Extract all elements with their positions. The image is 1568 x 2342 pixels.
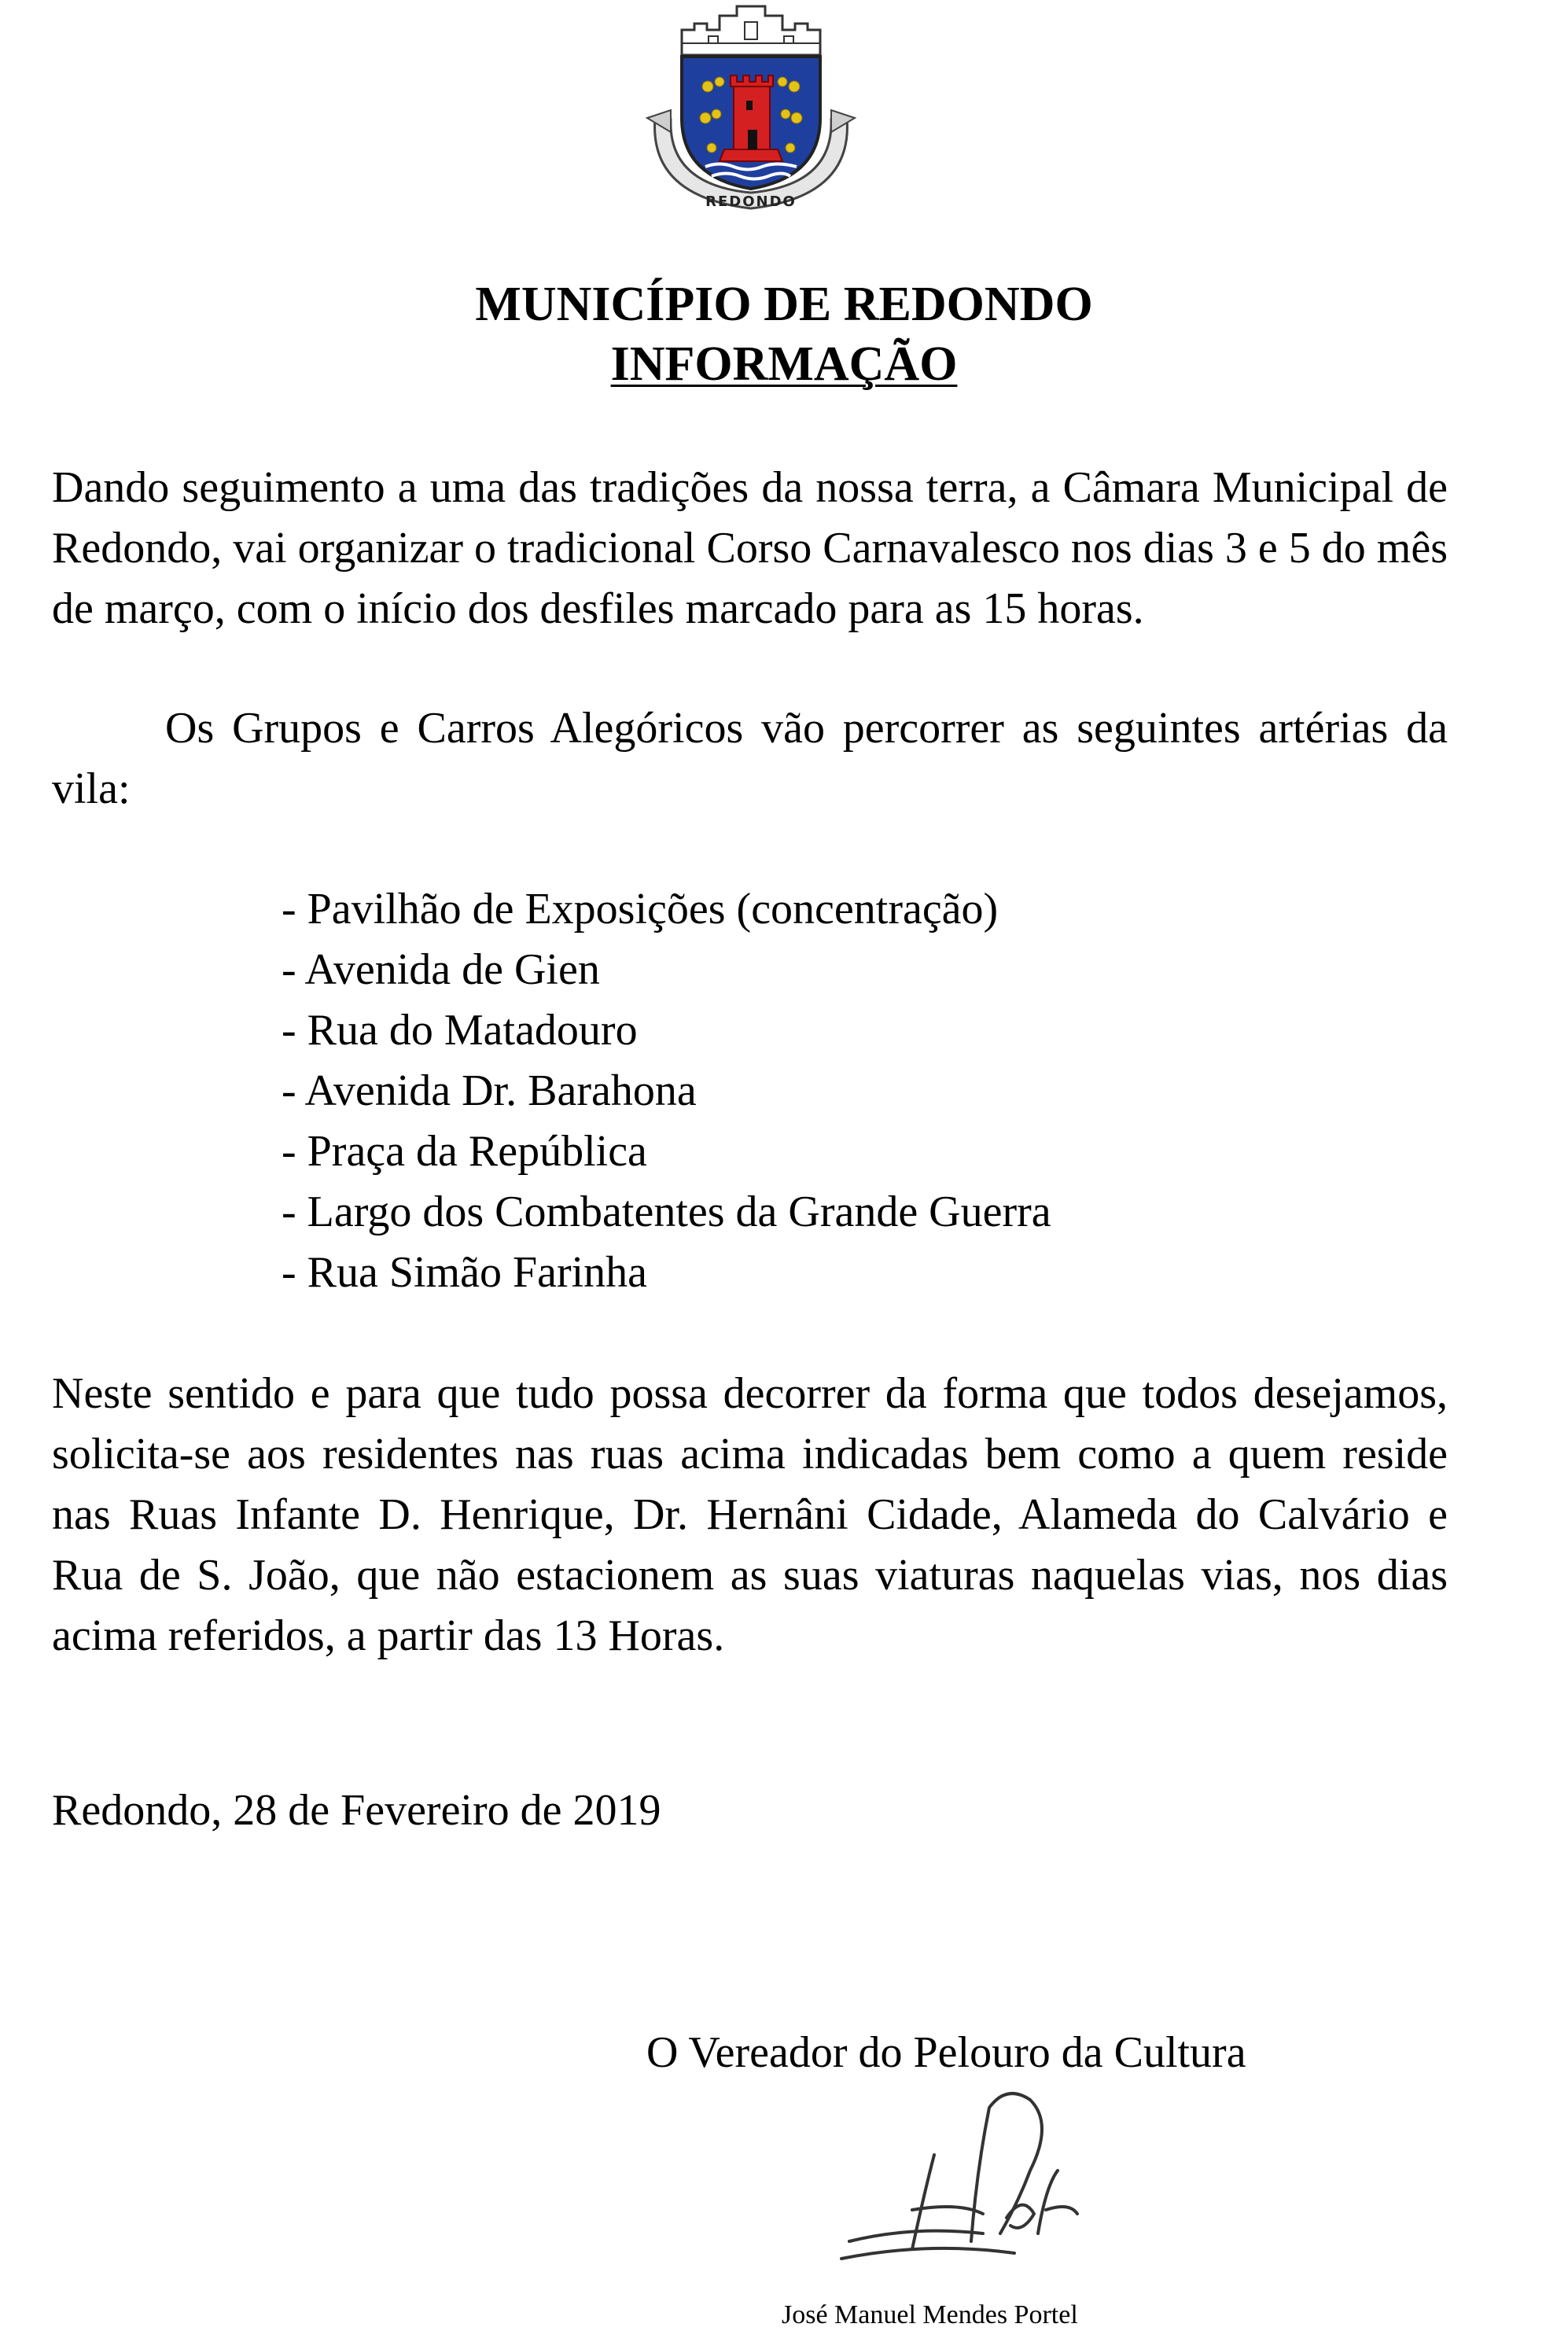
street-item: - Avenida Dr. Barahona xyxy=(282,1066,697,1115)
street-item: - Pavilhão de Exposições (concentração) xyxy=(282,885,999,933)
street-list xyxy=(282,879,1051,1303)
paragraph-route-intro: Os Grupos e Carros Alegóricos vão percorrer as seguintes artérias da vila: xyxy=(52,704,1448,813)
street-item: - Praça da República xyxy=(282,1127,647,1176)
street-item: - Rua Simão Farinha xyxy=(282,1248,648,1297)
handwritten-signature-icon xyxy=(794,2076,1148,2296)
document-subtitle: INFORMAÇÃO xyxy=(610,337,958,391)
signer-name: José Manuel Mendes Portel xyxy=(782,2300,1078,2329)
street-item: - Avenida de Gien xyxy=(282,945,600,994)
street-item: - Largo dos Combatentes da Grande Guerra xyxy=(282,1188,1051,1236)
signer-title: O Vereador do Pelouro da Cultura xyxy=(646,2028,1246,2077)
crest-label: REDONDO xyxy=(705,193,797,210)
document-title: MUNICÍPIO DE REDONDO xyxy=(475,278,1093,331)
municipal-crest-icon xyxy=(633,0,869,232)
street-item: - Rua do Matadouro xyxy=(282,1006,638,1055)
paragraph-announcement: Dando seguimento a uma das tradições da nossa terra, a Câmara Municipal de Redondo, vai organizar o tradicional Corso Carnavalesco nos dias 3 e 5 do mês de março, com o início dos desfiles marcado para as 15 horas. xyxy=(52,463,1448,633)
document-date: Redondo, 28 de Fevereiro de 2019 xyxy=(52,1786,661,1835)
paragraph-parking-request: Neste sentido e para que tudo possa decorrer da forma que todos desejamos, solicita-se aos residentes nas ruas acima indicadas bem como a quem reside nas Ruas Infante D. Henrique, Dr. Hernâni Cidade, Alameda do Calvário e Rua de S. João, que não estacionem as suas viaturas naquelas vias, nos dias acima referidos, a partir das 13 Horas. xyxy=(52,1369,1448,1660)
